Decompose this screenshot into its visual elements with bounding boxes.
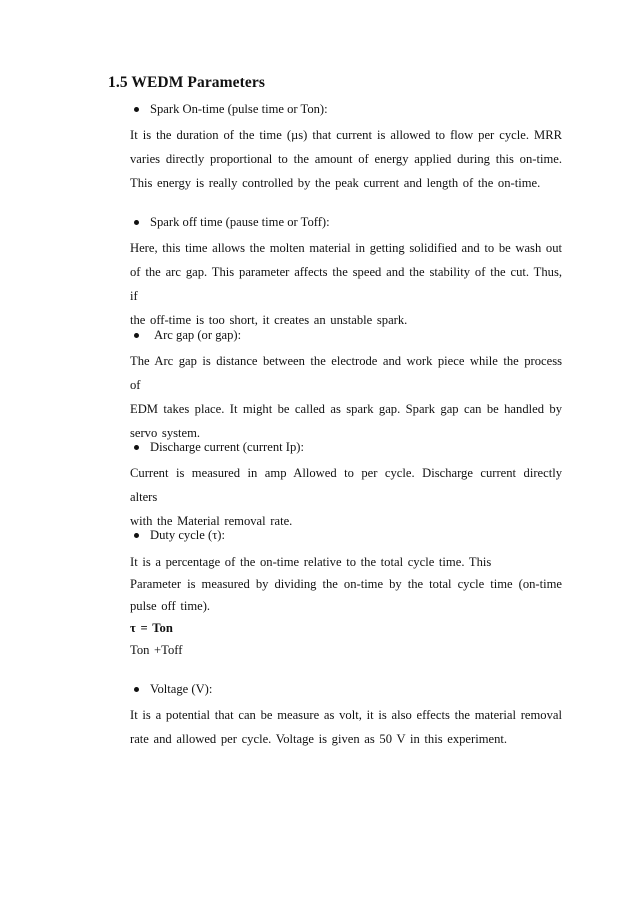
text-line: It is a percentage of the on-time relative to the total cycle time. This xyxy=(130,555,492,569)
text-line: Current is measured in amp Allowed to per cycle. Discharge current directly alters xyxy=(130,466,562,504)
formula-denominator: Ton +Toff xyxy=(130,643,183,657)
section-voltage xyxy=(130,680,562,751)
section-spark-off-time xyxy=(130,213,562,332)
bullet-label: Duty cycle (τ): xyxy=(150,528,225,542)
text-line: This energy is really controlled by the peak current and length of the on-time. xyxy=(130,176,541,190)
paragraph xyxy=(130,345,562,445)
text-line: with the Material removal rate. xyxy=(130,514,293,528)
paragraph xyxy=(130,119,562,195)
text-line: Parameter is measured by dividing the on-time by the total cycle time (on-time xyxy=(130,577,562,591)
bullet-label: Discharge current (current Ip): xyxy=(150,440,304,454)
bullet-label: Voltage (V): xyxy=(150,682,213,696)
text-line: EDM takes place. It might be called as spark gap. Spark gap can be handled by xyxy=(130,402,562,416)
text-line: pulse off time). xyxy=(130,599,211,613)
text-line: of the arc gap. This parameter affects the speed and the stability of the cut. Thus, if xyxy=(130,265,562,303)
formula-line: τ = Ton xyxy=(130,621,173,635)
bullet-label: Arc gap (or gap): xyxy=(154,328,242,342)
text-line: rate and allowed per cycle. Voltage is given as 50 V in this experiment. xyxy=(130,732,508,746)
section-spark-on-time xyxy=(130,100,562,195)
bullet-item xyxy=(130,100,562,119)
text-line: servo system. xyxy=(130,426,201,440)
paragraph xyxy=(130,457,562,533)
text-line: varies directly proportional to the amount of energy applied during this on-time. xyxy=(130,152,562,166)
text-line: It is the duration of the time (µs) that current is allowed to flow per cycle. MRR xyxy=(130,128,562,142)
text-line: Here, this time allows the molten material in getting solidified and to be wash out xyxy=(130,241,562,255)
bullet-item xyxy=(130,326,562,345)
section-duty-cycle xyxy=(130,526,562,661)
section-heading: 1.5 WEDM Parameters xyxy=(108,74,265,91)
text-line: The Arc gap is distance between the electrode and work piece while the process of xyxy=(130,354,562,392)
paragraph xyxy=(130,699,562,751)
bullet-label: Spark On-time (pulse time or Ton): xyxy=(150,102,328,116)
paragraph xyxy=(130,232,562,332)
bullet-label: Spark off time (pause time or Toff): xyxy=(150,215,330,229)
bullet-item xyxy=(130,213,562,232)
paragraph xyxy=(130,545,562,661)
section-discharge-current xyxy=(130,438,562,533)
bullet-item xyxy=(130,526,562,545)
section-arc-gap xyxy=(130,326,562,445)
bullet-item xyxy=(130,680,562,699)
text-line: the off-time is too short, it creates an unstable spark. xyxy=(130,313,408,327)
bullet-item xyxy=(130,438,562,457)
text-line: It is a potential that can be measure as volt, it is also effects the material removal xyxy=(130,708,562,722)
